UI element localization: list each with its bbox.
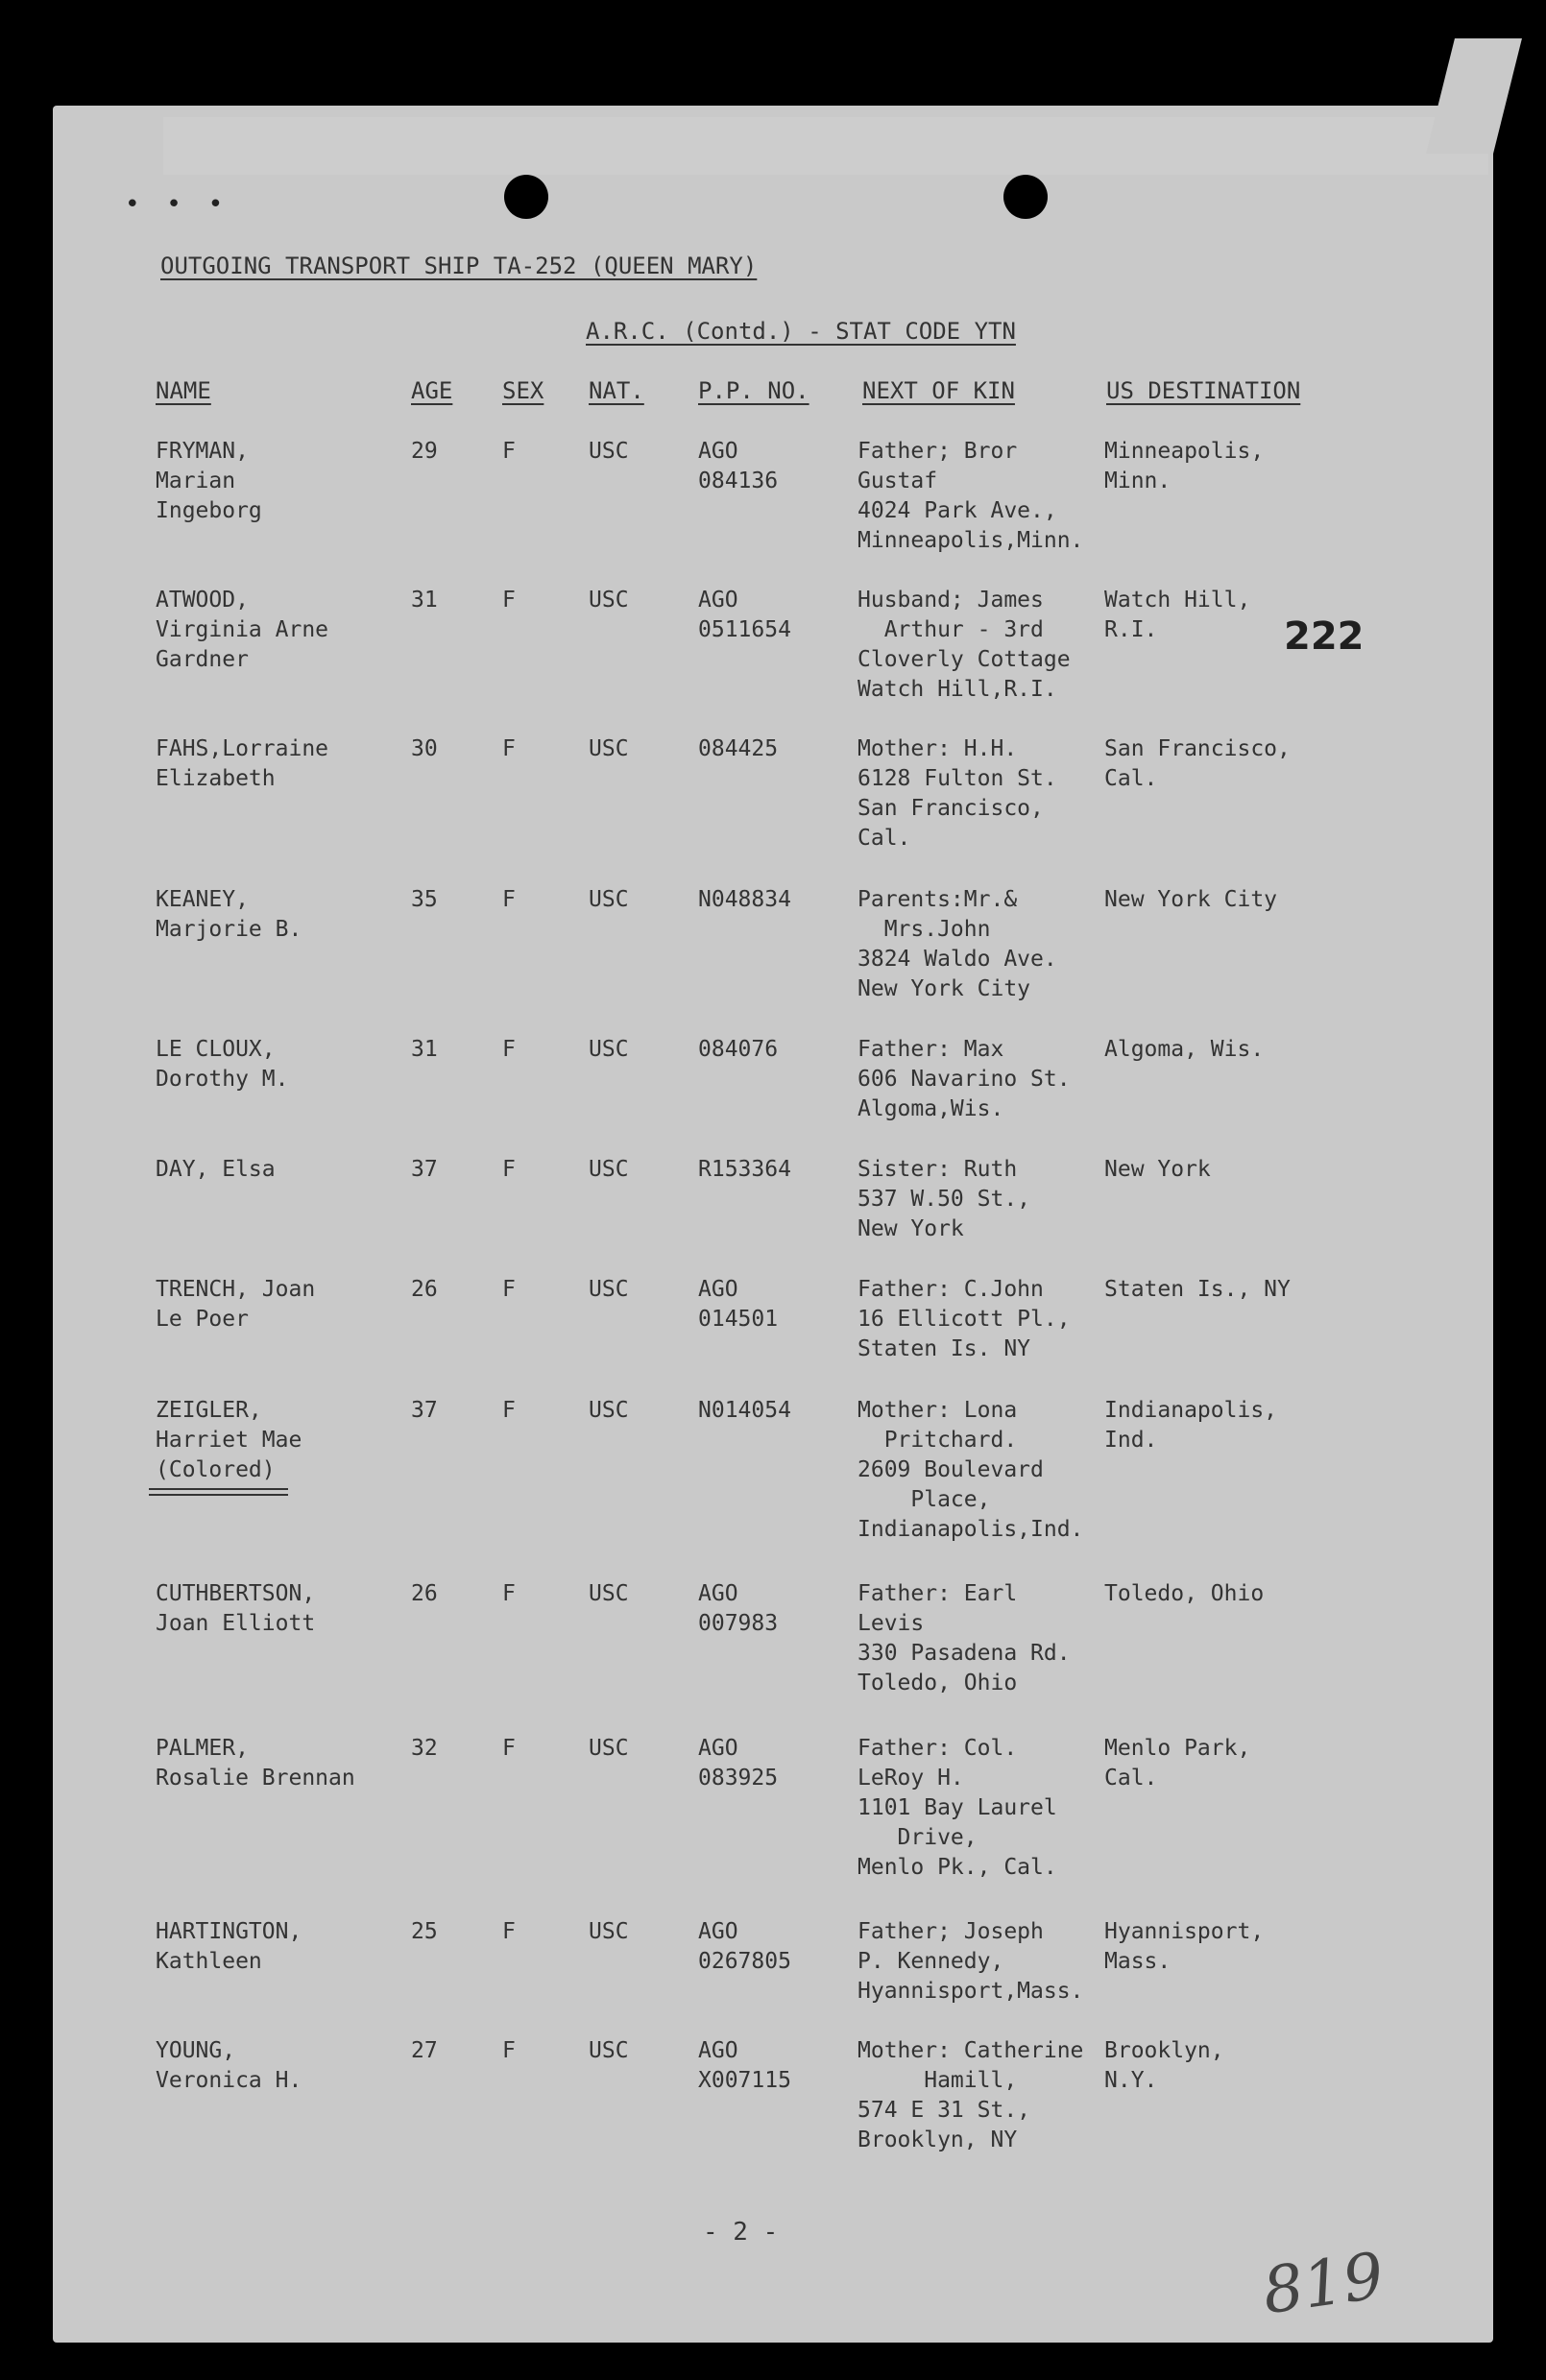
cell-next-of-kin: Father; Bror Gustaf 4024 Park Ave., Minneapolis,Minn. [858,439,1084,553]
cell-age: 35 [411,887,438,912]
cell-us-destination: Toledo, Ohio [1104,1581,1265,1606]
cell-name: TRENCH, Joan Le Poer [156,1277,316,1332]
cell-sex: F [502,887,516,912]
cell-passport-number: AGO 007983 [698,1581,779,1636]
cell-next-of-kin: Sister: Ruth 537 W.50 St., New York [858,1157,1031,1241]
cell-us-destination: San Francisco, Cal. [1104,736,1291,791]
cell-name: DAY, Elsa [156,1157,276,1182]
cell-sex: F [502,1736,516,1761]
cell-us-destination: Minneapolis, Minn. [1104,439,1265,493]
cell-next-of-kin: Father: Earl Levis 330 Pasadena Rd. Toledo, Ohio [858,1581,1071,1695]
cell-next-of-kin: Father; Joseph P. Kennedy, Hyannisport,Mass. [858,1919,1084,2004]
column-header-age: AGE [411,377,453,404]
cell-name: LE CLOUX, Dorothy M. [156,1037,289,1092]
cell-name: ZEIGLER, Harriet Mae (Colored) [156,1398,302,1482]
cell-next-of-kin: Husband; James Arthur - 3rd Cloverly Cottage Watch Hill,R.I. [858,588,1071,702]
cell-sex: F [502,1398,516,1423]
cell-nationality: USC [589,736,629,761]
cell-age: 26 [411,1581,438,1606]
cell-us-destination: Algoma, Wis. [1104,1037,1265,1062]
cell-age: 37 [411,1157,438,1182]
cell-sex: F [502,1581,516,1606]
cell-sex: F [502,2038,516,2063]
cell-sex: F [502,1277,516,1302]
cell-next-of-kin: Mother: H.H. 6128 Fulton St. San Francisco, Cal. [858,736,1057,851]
cell-next-of-kin: Father: Col. LeRoy H. 1101 Bay Laurel Drive, Menlo Pk., Cal. [858,1736,1057,1880]
cell-name: KEANEY, Marjorie B. [156,887,302,942]
cell-nationality: USC [589,2038,629,2063]
cell-us-destination: New York City [1104,887,1278,912]
section-subheading: A.R.C. (Contd.) - STAT CODE YTN [586,318,1016,345]
cell-nationality: USC [589,1277,629,1302]
cell-us-destination: Watch Hill, R.I. [1104,588,1251,642]
column-header-name: NAME [156,377,211,404]
cell-us-destination: Indianapolis, Ind. [1104,1398,1278,1453]
colored-double-underline-top [149,1488,288,1490]
cell-passport-number: N048834 [698,887,791,912]
cell-us-destination: New York [1104,1157,1211,1182]
cell-us-destination: Menlo Park, Cal. [1104,1736,1251,1791]
cell-nationality: USC [589,1736,629,1761]
cell-next-of-kin: Father: C.John 16 Ellicott Pl., Staten Is. NY [858,1277,1071,1361]
cell-sex: F [502,439,516,464]
cell-name: FAHS,Lorraine Elizabeth [156,736,329,791]
handwritten-number: 819 [1258,2238,1389,2329]
cell-next-of-kin: Mother: Catherine Hamill, 574 E 31 St., Brooklyn, NY [858,2038,1084,2152]
cell-nationality: USC [589,1581,629,1606]
cell-next-of-kin: Father: Max 606 Navarino St. Algoma,Wis. [858,1037,1071,1121]
cell-passport-number: AGO X007115 [698,2038,791,2093]
cell-name: FRYMAN, Marian Ingeborg [156,439,262,523]
cell-passport-number: AGO 084136 [698,439,779,493]
cell-age: 27 [411,2038,438,2063]
cell-next-of-kin: Parents:Mr.& Mrs.John 3824 Waldo Ave. New York City [858,887,1057,1001]
cell-nationality: USC [589,439,629,464]
cell-passport-number: AGO 0511654 [698,588,791,642]
torn-corner [1426,38,1522,154]
cell-name: HARTINGTON, Kathleen [156,1919,302,1974]
cell-age: 30 [411,736,438,761]
cell-passport-number: AGO 014501 [698,1277,779,1332]
page-number: - 2 - [703,2218,779,2247]
cell-sex: F [502,1037,516,1062]
cell-us-destination: Hyannisport, Mass. [1104,1919,1265,1974]
cell-name: YOUNG, Veronica H. [156,2038,302,2093]
cell-name: PALMER, Rosalie Brennan [156,1736,355,1791]
column-header-sex: SEX [502,377,544,404]
cell-passport-number: AGO 083925 [698,1736,779,1791]
cell-sex: F [502,1919,516,1944]
column-header-nat: NAT. [589,377,644,404]
cell-passport-number: 084076 [698,1037,779,1062]
colored-double-underline-bottom [149,1494,288,1496]
cell-nationality: USC [589,1037,629,1062]
cell-age: 37 [411,1398,438,1423]
cell-age: 31 [411,1037,438,1062]
cell-nationality: USC [589,1157,629,1182]
cell-passport-number: 084425 [698,736,779,761]
cell-name: ATWOOD, Virginia Arne Gardner [156,588,329,672]
cell-age: 31 [411,588,438,613]
column-header-pp-no: P.P. NO. [698,377,809,404]
cell-age: 25 [411,1919,438,1944]
cell-age: 32 [411,1736,438,1761]
cell-nationality: USC [589,1919,629,1944]
margin-stamp-number: 222 [1284,614,1365,659]
paper-top-strip [163,117,1488,175]
cell-name: CUTHBERTSON, Joan Elliott [156,1581,316,1636]
cell-us-destination: Brooklyn, N.Y. [1104,2038,1224,2093]
cell-nationality: USC [589,887,629,912]
cell-nationality: USC [589,1398,629,1423]
cell-sex: F [502,1157,516,1182]
document-title: OUTGOING TRANSPORT SHIP TA-252 (QUEEN MARY) [160,252,758,279]
cell-sex: F [502,588,516,613]
cell-age: 29 [411,439,438,464]
cell-passport-number: AGO 0267805 [698,1919,791,1974]
cell-nationality: USC [589,588,629,613]
cell-passport-number: R153364 [698,1157,791,1182]
column-header-next-of-kin: NEXT OF KIN [862,377,1015,404]
header-dots: • • • [125,190,229,219]
punch-hole-left [504,175,548,219]
punch-hole-right [1003,175,1048,219]
column-header-us-destination: US DESTINATION [1106,377,1301,404]
cell-age: 26 [411,1277,438,1302]
cell-sex: F [502,736,516,761]
cell-next-of-kin: Mother: Lona Pritchard. 2609 Boulevard Place, Indianapolis,Ind. [858,1398,1084,1542]
cell-passport-number: N014054 [698,1398,791,1423]
cell-us-destination: Staten Is., NY [1104,1277,1291,1302]
